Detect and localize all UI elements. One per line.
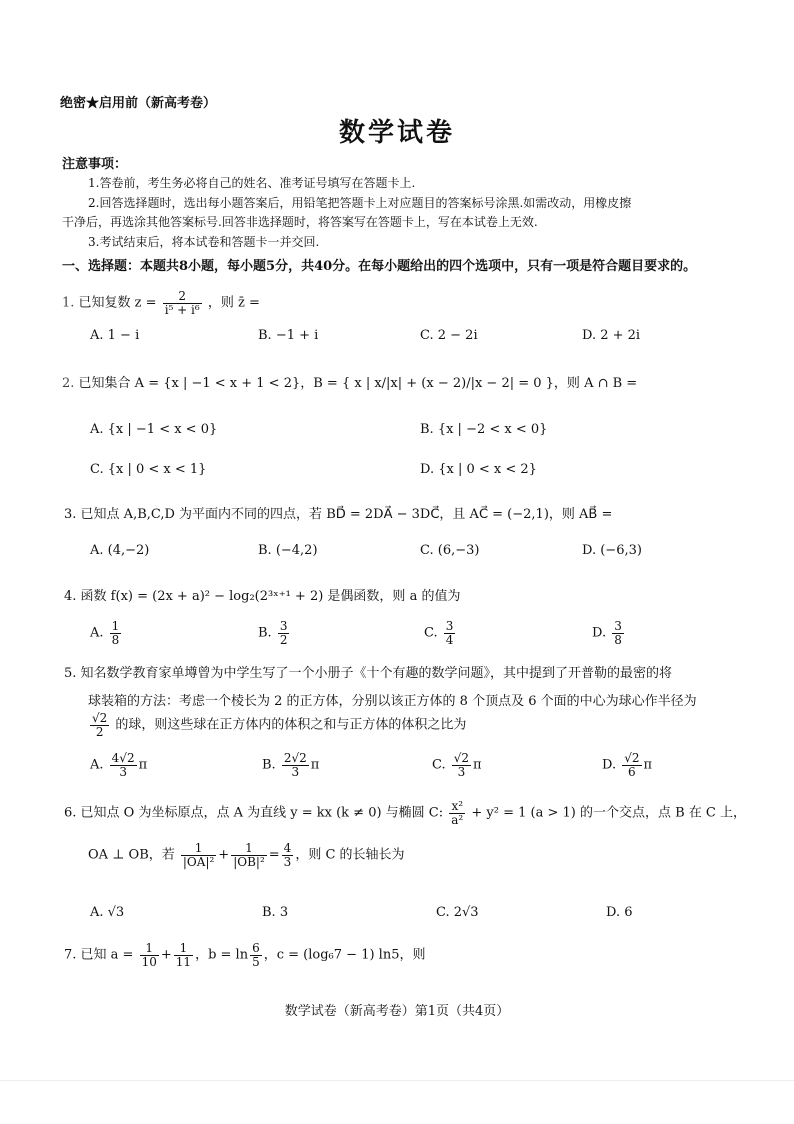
question-5-line-2: 球装箱的方法：考虑一个棱长为 2 的正方体，分别以该正方体的 8 个顶点及 6 个面的中心为球心作半径为 — [88, 694, 697, 709]
q1-option-b: B. −1 + i — [258, 328, 319, 343]
fraction: $\frac{√2}{2}$ — [92, 711, 108, 739]
question-6-line-2: OA ⊥ OB，若 $\frac{1}{\text{|OA|²}}$ + $\frac{1}{\text{|OB|²}}$ = $\frac{4}{3}$ ，则 C 的长轴长为 — [88, 841, 405, 869]
fraction: $\frac{2}{\text{i⁵ + i⁶}}$ — [164, 289, 200, 317]
q5-option-b: B. $\frac{2√2}{3}$ π — [262, 751, 320, 779]
q1-option-c: C. 2 − 2i — [420, 328, 478, 343]
question-1-text-pre: 已知复数 z = — [78, 295, 157, 311]
q6-option-d: D. 6 — [606, 905, 633, 920]
page-title: 数学试卷 — [338, 118, 455, 148]
fraction: $\frac{1}{11}$ — [175, 941, 192, 969]
q4-option-a: A. $\frac{1}{8}$ — [90, 619, 120, 647]
note-1: 1.答卷前，考生务必将自己的姓名、准考证号填写在答题卡上. — [88, 176, 416, 190]
question-5-line-1: 5. 知名数学教育家单墫曾为中学生写了一个小册子《十个有趣的数学问题》，其中提到了开普勒的最密的将 — [64, 666, 673, 681]
q2-option-b: B. {x | −2 < x < 0} — [420, 422, 548, 437]
fraction: $\frac{4√2}{3}$ — [111, 751, 135, 779]
q3-option-c: C. (6,−3) — [420, 543, 480, 558]
q3-option-d: D. (−6,3) — [582, 543, 642, 558]
fraction: $\frac{1}{\text{|OB|²}}$ — [233, 841, 265, 869]
question-2-number: 2. — [62, 376, 75, 391]
fraction: $\frac{√2}{3}$ — [453, 751, 470, 779]
notes-title: 注意事项： — [62, 157, 128, 172]
question-5-line-3: $\frac{√2}{2}$ 的球，则这些球在正方体内的体积之和与正方体的体积之比为 — [92, 711, 467, 739]
question-1-number: 1. — [62, 295, 75, 311]
question-1-text-post: ，则 z̄ = — [207, 295, 260, 311]
question-7-number: 7. — [64, 947, 77, 963]
note-3: 3.考试结束后，将本试卷和答题卡一并交回. — [88, 235, 320, 249]
question-4 — [64, 585, 460, 604]
question-7: 7. 已知 a = $\frac{1}{10}$ + $\frac{1}{11}$ ，b = ln $\frac{6}{5}$ ，c = (log₆7 − 1) ln5，则 — [64, 941, 426, 969]
question-4-number: 4. — [64, 589, 77, 604]
page-footer: 数学试卷（新高考卷）第1页（共4页） — [284, 1004, 510, 1019]
q2-option-d: D. {x | 0 < x < 2} — [420, 462, 537, 477]
q5-option-a: A. $\frac{4√2}{3}$ π — [90, 751, 148, 779]
confidential-label: 绝密★启用前（新高考卷） — [60, 96, 217, 111]
q6-option-b: B. 3 — [262, 905, 289, 920]
fraction: $\frac{6}{5}$ — [252, 941, 260, 969]
fraction: $\frac{3}{8}$ — [614, 619, 622, 647]
q2-option-a: A. {x | −1 < x < 0} — [90, 422, 218, 437]
fraction: $\frac{1}{8}$ — [111, 619, 120, 647]
q3-option-a: A. (4,−2) — [90, 543, 150, 558]
question-1 — [62, 290, 260, 316]
note-2-line-2: 干净后，再选涂其他答案标号.回答非选择题时，将答案写在答题卡上，写在本试卷上无效. — [62, 215, 538, 229]
question-2-text: 已知集合 A = {x | −1 < x + 1 < 2}，B = { x | x/|x| + (x − 2)/|x − 2| = 0 }，则 A ∩ B = — [78, 376, 638, 391]
fraction: $\frac{4}{3}$ — [283, 841, 292, 869]
question-6-number: 6. — [64, 805, 77, 821]
question-2 — [62, 372, 637, 391]
question-3 — [64, 503, 612, 522]
fraction: $\frac{√2}{6}$ — [624, 751, 640, 779]
q5-option-c: C. $\frac{√2}{3}$ π — [432, 751, 482, 779]
fraction: $\frac{\text{x²}}{\text{a²}}$ — [451, 799, 464, 827]
q2-option-c: C. {x | 0 < x < 1} — [90, 462, 207, 477]
question-3-text: 已知点 A,B,C,D 为平面内不同的四点，若 BD⃗ = 2DA⃗ − 3DC⃗，且 AC⃗ = (−2,1)，则 AB⃗ = — [80, 507, 613, 522]
q4-option-c: C. $\frac{3}{4}$ — [424, 619, 454, 647]
q1-option-a: A. 1 − i — [90, 328, 140, 343]
fraction: $\frac{1}{10}$ — [141, 941, 157, 969]
fraction: $\frac{3}{2}$ — [279, 619, 288, 647]
q4-option-d: D. $\frac{3}{8}$ — [592, 619, 622, 647]
question-4-text: 函数 f(x) = (2x + a)² − log₂(2³ˣ⁺¹ + 2) 是偶函数，则 a 的值为 — [80, 589, 461, 604]
question-3-number: 3. — [64, 507, 77, 522]
scan-edge-line — [0, 1080, 794, 1081]
fraction: $\frac{1}{\text{|OA|²}}$ — [182, 841, 215, 869]
q1-option-d: D. 2 + 2i — [582, 328, 641, 343]
q6-option-a: A. √3 — [90, 905, 125, 920]
fraction: $\frac{2√2}{3}$ — [283, 751, 307, 779]
question-6-line-1: 6. 已知点 O 为坐标原点，点 A 为直线 y = kx (k ≠ 0) 与椭圆 C: $\frac{\text{x²}}{\text{a²}}$ + y² = 1 (a > 1) 的一个交点，点 B 在 C 上， — [64, 799, 747, 827]
q5-option-d: D. $\frac{√2}{6}$ π — [602, 751, 653, 779]
note-2-line-1: 2.回答选择题时，选出每小题答案后，用铅笔把答题卡上对应题目的答案标号涂黑.如需改动，用橡皮擦 — [88, 196, 632, 210]
fraction: $\frac{3}{4}$ — [445, 619, 454, 647]
question-5-number: 5. — [64, 666, 77, 681]
q3-option-b: B. (−4,2) — [258, 543, 318, 558]
section-heading: 一、选择题：本题共8小题，每小题5分，共40分。在每小题给出的四个选项中，只有一项是符合题目要求的。 — [62, 259, 697, 274]
q6-option-c: C. 2√3 — [436, 905, 479, 920]
q4-option-b: B. $\frac{3}{2}$ — [258, 619, 288, 647]
